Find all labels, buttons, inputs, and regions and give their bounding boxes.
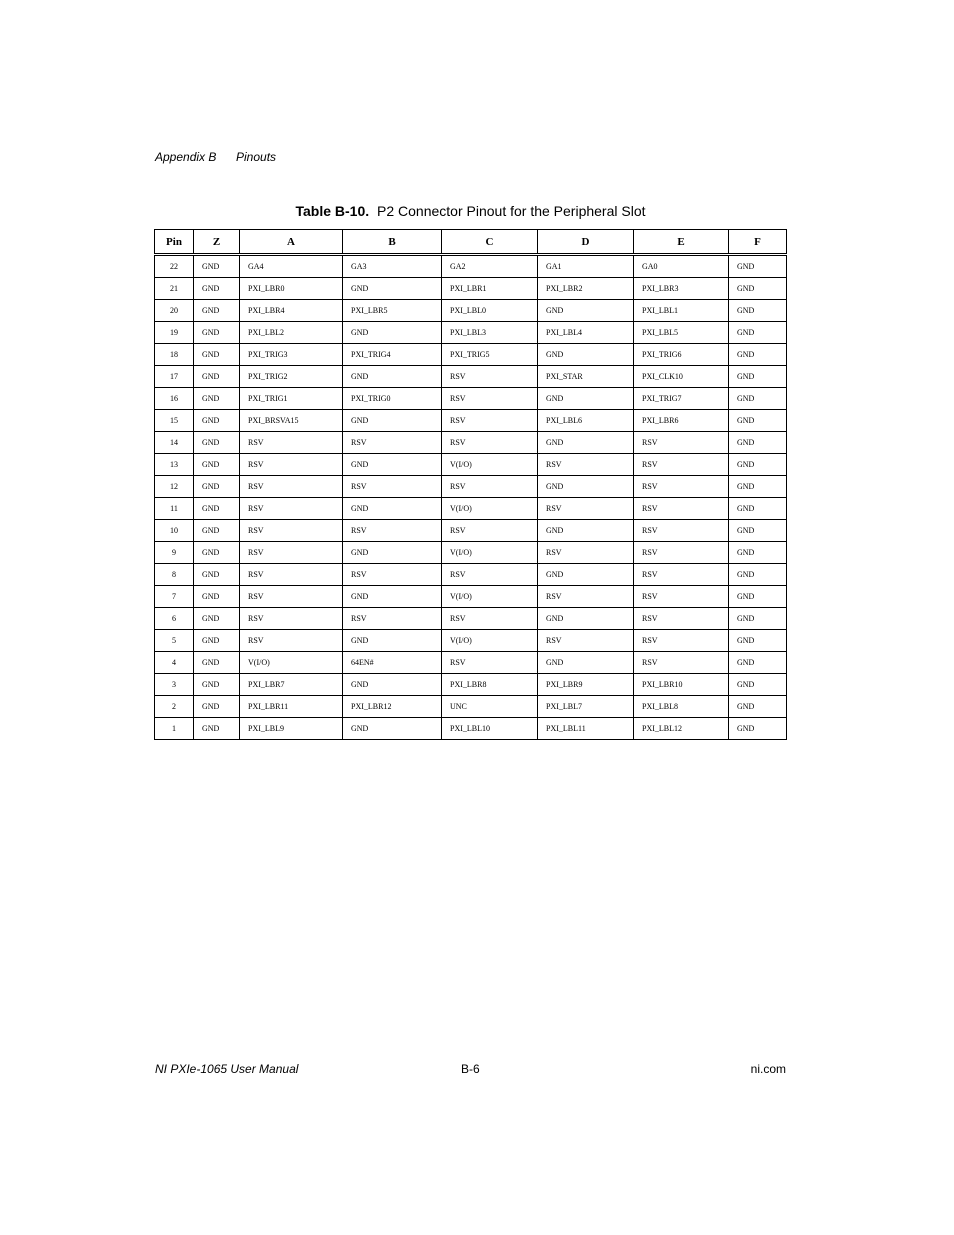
table-cell: PXI_LBL9 — [240, 718, 343, 740]
table-cell: PXI_LBR8 — [442, 674, 538, 696]
table-cell: PXI_LBL12 — [634, 718, 729, 740]
table-cell: 21 — [155, 278, 194, 300]
table-cell: 5 — [155, 630, 194, 652]
table-cell: GND — [343, 718, 442, 740]
table-cell: PXI_LBL6 — [538, 410, 634, 432]
table-cell: RSV — [240, 498, 343, 520]
table-cell: GND — [729, 498, 787, 520]
table-cell: RSV — [538, 586, 634, 608]
table-cell: RSV — [538, 630, 634, 652]
table-row — [155, 388, 787, 410]
table-cell: GND — [729, 608, 787, 630]
table-row — [155, 542, 787, 564]
table-cell: RSV — [240, 454, 343, 476]
table-cell: UNC — [442, 696, 538, 718]
table-cell: RSV — [442, 652, 538, 674]
table-cell: PXI_LBR10 — [634, 674, 729, 696]
table-cell: GND — [343, 498, 442, 520]
table-row — [155, 278, 787, 300]
table-cell: GA2 — [442, 255, 538, 278]
table-cell: GND — [343, 454, 442, 476]
table-cell: PXI_LBL7 — [538, 696, 634, 718]
table-row — [155, 674, 787, 696]
table-cell: GND — [194, 520, 240, 542]
table-cell: GND — [538, 652, 634, 674]
table-cell: 2 — [155, 696, 194, 718]
table-cell: GND — [194, 652, 240, 674]
table-cell: 9 — [155, 542, 194, 564]
pinout-table — [154, 229, 787, 740]
table-cell: GND — [729, 542, 787, 564]
table-cell: GND — [194, 410, 240, 432]
table-cell: RSV — [634, 520, 729, 542]
table-cell: RSV — [634, 630, 729, 652]
table-cell: RSV — [442, 520, 538, 542]
table-cell: 64EN# — [343, 652, 442, 674]
table-cell: RSV — [634, 498, 729, 520]
table-cell: 7 — [155, 586, 194, 608]
column-header-b: B — [343, 230, 442, 255]
table-cell: RSV — [343, 432, 442, 454]
table-row — [155, 300, 787, 322]
table-cell: PXI_LBL1 — [634, 300, 729, 322]
column-header-d: D — [538, 230, 634, 255]
table-cell: GND — [729, 344, 787, 366]
table-cell: GND — [729, 432, 787, 454]
table-cell: PXI_TRIG3 — [240, 344, 343, 366]
table-cell: 22 — [155, 255, 194, 278]
table-cell: RSV — [240, 630, 343, 652]
table-cell: 3 — [155, 674, 194, 696]
header-section: Pinouts — [236, 150, 277, 164]
table-cell: RSV — [240, 476, 343, 498]
table-row — [155, 520, 787, 542]
table-cell: GND — [194, 586, 240, 608]
table-cell: GND — [729, 410, 787, 432]
footer-page-number: B-6 — [461, 1062, 480, 1076]
table-cell: PXI_TRIG1 — [240, 388, 343, 410]
table-cell: GND — [194, 564, 240, 586]
table-cell: 13 — [155, 454, 194, 476]
table-cell: 14 — [155, 432, 194, 454]
table-cell: GND — [194, 608, 240, 630]
table-cell: PXI_LBR9 — [538, 674, 634, 696]
table-cell: 11 — [155, 498, 194, 520]
table-cell: PXI_LBR11 — [240, 696, 343, 718]
table-cell: GND — [729, 674, 787, 696]
table-cell: GND — [194, 432, 240, 454]
table-cell: GND — [729, 255, 787, 278]
table-cell: GND — [194, 476, 240, 498]
table-cell: GND — [538, 608, 634, 630]
table-cell: GND — [538, 388, 634, 410]
table-cell: PXI_LBR4 — [240, 300, 343, 322]
table-cell: RSV — [634, 432, 729, 454]
table-cell: 8 — [155, 564, 194, 586]
table-cell: RSV — [634, 586, 729, 608]
header-chapter: Appendix B — [155, 150, 217, 164]
table-cell: RSV — [538, 498, 634, 520]
table-cell: GND — [538, 564, 634, 586]
table-cell: PXI_LBR3 — [634, 278, 729, 300]
table-cell: PXI_TRIG6 — [634, 344, 729, 366]
table-caption-title: P2 Connector Pinout for the Peripheral Slot — [377, 203, 646, 219]
table-row — [155, 344, 787, 366]
table-cell: 1 — [155, 718, 194, 740]
table-row — [155, 410, 787, 432]
table-cell: RSV — [634, 454, 729, 476]
table-body — [155, 255, 787, 740]
table-cell: V(I/O) — [442, 454, 538, 476]
table-row — [155, 608, 787, 630]
column-header-pin: Pin — [155, 230, 194, 255]
table-row — [155, 366, 787, 388]
table-cell: RSV — [538, 454, 634, 476]
table-cell: 20 — [155, 300, 194, 322]
table-cell: V(I/O) — [240, 652, 343, 674]
table-cell: GA4 — [240, 255, 343, 278]
column-header-a: A — [240, 230, 343, 255]
table-cell: 4 — [155, 652, 194, 674]
table-cell: GND — [729, 300, 787, 322]
table-cell: RSV — [538, 542, 634, 564]
table-cell: RSV — [442, 476, 538, 498]
table-cell: GND — [194, 630, 240, 652]
table-cell: RSV — [442, 608, 538, 630]
table-cell: 16 — [155, 388, 194, 410]
table-cell: GND — [194, 498, 240, 520]
table-cell: PXI_BRSVA15 — [240, 410, 343, 432]
table-cell: GND — [729, 520, 787, 542]
table-caption-label: Table B-10. — [295, 203, 370, 219]
table-cell: GND — [194, 322, 240, 344]
table-cell: GND — [343, 278, 442, 300]
table-cell: PXI_TRIG2 — [240, 366, 343, 388]
table-cell: PXI_LBR0 — [240, 278, 343, 300]
table-cell: RSV — [343, 608, 442, 630]
table-row — [155, 564, 787, 586]
column-header-f: F — [729, 230, 787, 255]
table-cell: 19 — [155, 322, 194, 344]
footer-website: ni.com — [750, 1062, 786, 1076]
footer-manual-title: NI PXIe-1065 User Manual — [155, 1062, 299, 1076]
table-row — [155, 652, 787, 674]
table-cell: GND — [194, 278, 240, 300]
table-cell: GND — [729, 278, 787, 300]
table-cell: 17 — [155, 366, 194, 388]
table-cell: GND — [194, 696, 240, 718]
table-cell: RSV — [634, 608, 729, 630]
table-cell: PXI_LBL2 — [240, 322, 343, 344]
table-cell: RSV — [442, 366, 538, 388]
table-cell: GND — [194, 674, 240, 696]
table-cell: RSV — [634, 652, 729, 674]
table-cell: GND — [343, 410, 442, 432]
table-cell: GND — [343, 630, 442, 652]
table-cell: GND — [343, 674, 442, 696]
table-cell: V(I/O) — [442, 586, 538, 608]
table-cell: GND — [194, 388, 240, 410]
table-row — [155, 718, 787, 740]
table-cell: RSV — [442, 564, 538, 586]
table-cell: GND — [538, 476, 634, 498]
table-cell: GND — [538, 432, 634, 454]
table-cell: GND — [538, 300, 634, 322]
table-cell: PXI_LBL11 — [538, 718, 634, 740]
table-cell: RSV — [240, 564, 343, 586]
table-cell: PXI_TRIG7 — [634, 388, 729, 410]
table-cell: GA0 — [634, 255, 729, 278]
table-header-row — [155, 230, 787, 255]
table-cell: GND — [194, 344, 240, 366]
table-cell: RSV — [240, 542, 343, 564]
table-caption — [155, 203, 786, 219]
table-cell: 18 — [155, 344, 194, 366]
running-header — [155, 150, 276, 164]
table-cell: V(I/O) — [442, 498, 538, 520]
table-row — [155, 476, 787, 498]
table-cell: PXI_LBL0 — [442, 300, 538, 322]
table-cell: RSV — [343, 564, 442, 586]
table-cell: RSV — [634, 476, 729, 498]
table-cell: GND — [343, 586, 442, 608]
table-cell: 10 — [155, 520, 194, 542]
table-cell: GND — [729, 388, 787, 410]
table-cell: PXI_TRIG4 — [343, 344, 442, 366]
table-row — [155, 630, 787, 652]
table-cell: GND — [194, 300, 240, 322]
table-cell: PXI_CLK10 — [634, 366, 729, 388]
column-header-c: C — [442, 230, 538, 255]
table-cell: RSV — [442, 432, 538, 454]
table-cell: GND — [194, 718, 240, 740]
table-cell: RSV — [442, 410, 538, 432]
table-cell: 15 — [155, 410, 194, 432]
table-cell: GND — [729, 718, 787, 740]
table-cell: GND — [343, 366, 442, 388]
table-cell: GND — [729, 652, 787, 674]
table-cell: GND — [194, 542, 240, 564]
table-cell: PXI_LBR2 — [538, 278, 634, 300]
table-cell: RSV — [240, 432, 343, 454]
table-cell: PXI_TRIG0 — [343, 388, 442, 410]
table-cell: RSV — [343, 520, 442, 542]
table-cell: GND — [729, 366, 787, 388]
table-cell: PXI_LBR5 — [343, 300, 442, 322]
table-cell: RSV — [634, 542, 729, 564]
table-cell: GND — [538, 520, 634, 542]
table-cell: GND — [729, 564, 787, 586]
table-cell: V(I/O) — [442, 542, 538, 564]
table-cell: GND — [194, 255, 240, 278]
table-cell: PXI_LBL3 — [442, 322, 538, 344]
table-cell: GND — [729, 586, 787, 608]
table-cell: 12 — [155, 476, 194, 498]
column-header-e: E — [634, 230, 729, 255]
table-cell: GND — [729, 696, 787, 718]
table-row — [155, 322, 787, 344]
table-cell: PXI_LBR1 — [442, 278, 538, 300]
table-row — [155, 696, 787, 718]
table-cell: GND — [343, 542, 442, 564]
table-cell: GND — [729, 476, 787, 498]
table-cell: V(I/O) — [442, 630, 538, 652]
table-cell: RSV — [634, 564, 729, 586]
table-cell: GND — [729, 630, 787, 652]
table-cell: GND — [729, 454, 787, 476]
column-header-z: Z — [194, 230, 240, 255]
table-cell: RSV — [240, 520, 343, 542]
table-cell: PXI_LBL10 — [442, 718, 538, 740]
table-row — [155, 498, 787, 520]
table-cell: PXI_LBL4 — [538, 322, 634, 344]
table-cell: RSV — [343, 476, 442, 498]
table-row — [155, 454, 787, 476]
table-cell: GA3 — [343, 255, 442, 278]
table-row — [155, 432, 787, 454]
table-cell: PXI_LBR6 — [634, 410, 729, 432]
table-cell: PXI_LBR7 — [240, 674, 343, 696]
table-cell: GND — [729, 322, 787, 344]
table-cell: PXI_STAR — [538, 366, 634, 388]
table-cell: GND — [194, 366, 240, 388]
table-cell: PXI_TRIG5 — [442, 344, 538, 366]
table-cell: GA1 — [538, 255, 634, 278]
table-cell: GND — [538, 344, 634, 366]
table-cell: GND — [343, 322, 442, 344]
table-cell: 6 — [155, 608, 194, 630]
table-cell: RSV — [240, 608, 343, 630]
table-row — [155, 255, 787, 278]
table-cell: GND — [194, 454, 240, 476]
table-cell: PXI_LBL5 — [634, 322, 729, 344]
table-cell: RSV — [442, 388, 538, 410]
table-cell: PXI_LBL8 — [634, 696, 729, 718]
table-row — [155, 586, 787, 608]
table-cell: PXI_LBR12 — [343, 696, 442, 718]
table-cell: RSV — [240, 586, 343, 608]
